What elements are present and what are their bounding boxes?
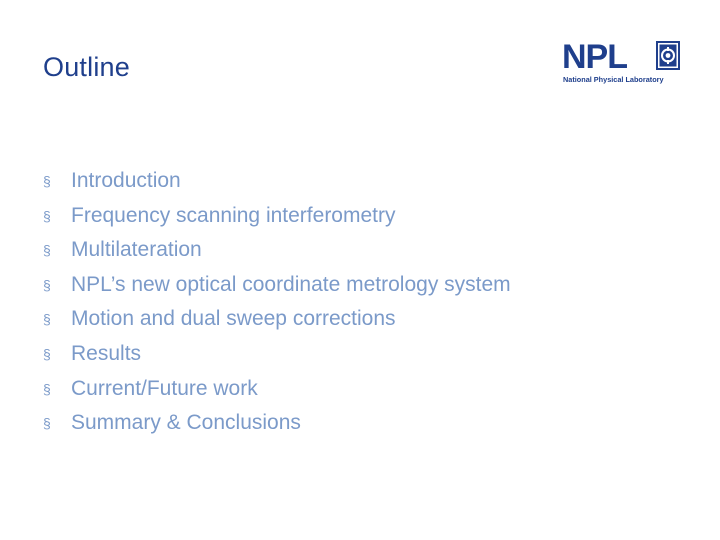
list-item: § Motion and dual sweep corrections (43, 302, 511, 337)
logo-subtitle: National Physical Laboratory (563, 75, 664, 84)
bullet-icon: § (43, 207, 51, 224)
bullet-icon: § (43, 415, 51, 432)
list-item: § Introduction (43, 164, 511, 199)
list-item: § Frequency scanning interferometry (43, 199, 511, 234)
slide-title: Outline (43, 52, 130, 82)
outline-list (43, 164, 511, 441)
bullet-icon: § (43, 173, 51, 189)
list-item: § Current/Future work (43, 372, 511, 407)
npl-seal-icon (656, 41, 680, 70)
bullet-icon: § (43, 345, 51, 362)
bullet-icon: § (43, 242, 51, 259)
bullet-icon: § (43, 276, 51, 293)
list-item: § Multilateration (43, 233, 511, 268)
npl-logo (562, 38, 680, 85)
list-item: § Results (43, 337, 511, 372)
bullet-icon: § (43, 380, 51, 397)
list-item: § Summary & Conclusions (43, 406, 511, 441)
list-item: § NPL’s new optical coordinate metrology system (43, 268, 511, 303)
bullet-icon: § (43, 311, 51, 328)
logo-letters: NPL (562, 38, 627, 76)
